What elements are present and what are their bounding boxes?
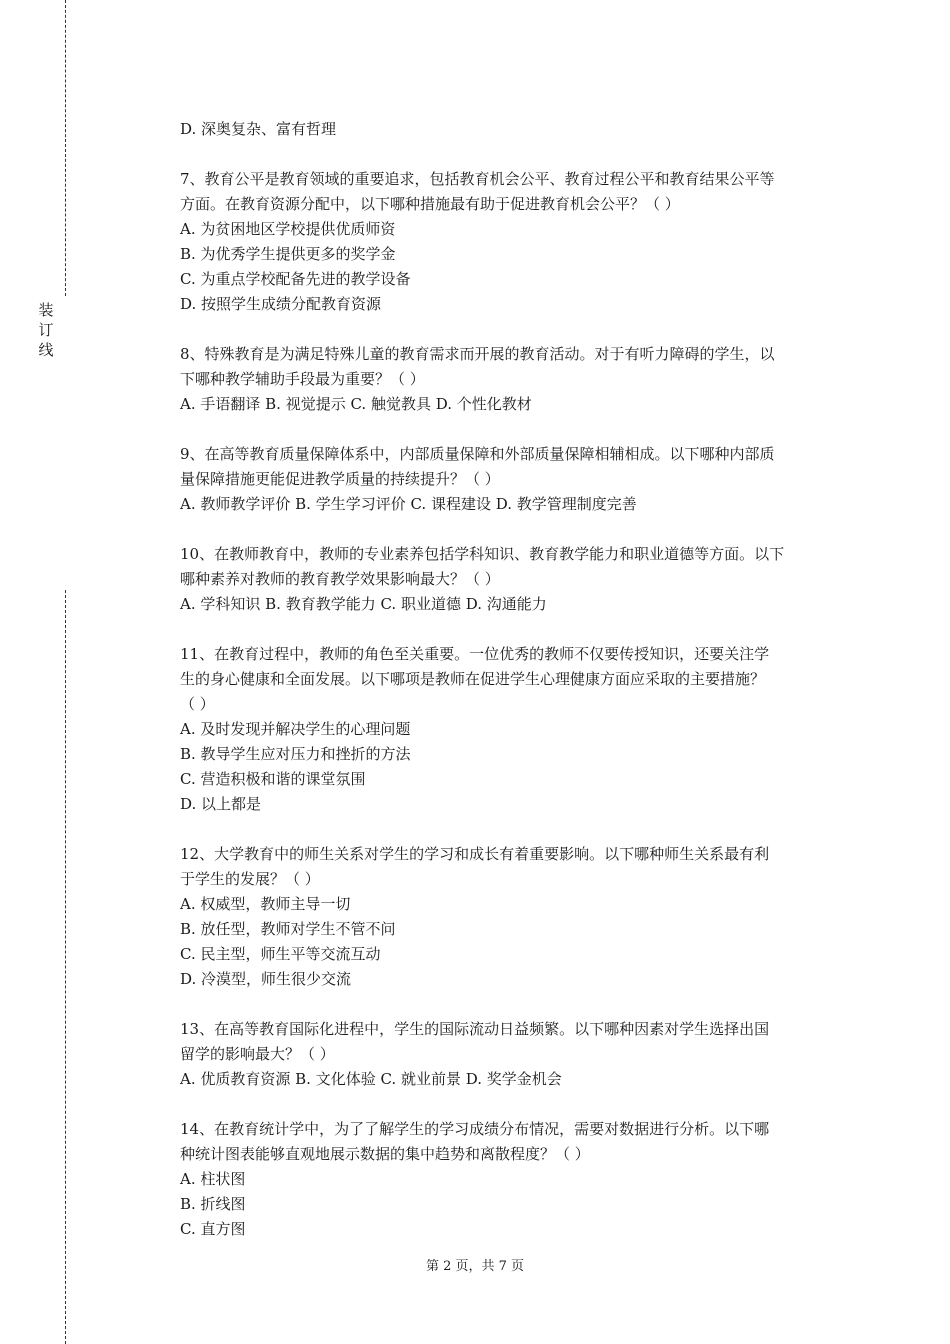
option-line: B. 为优秀学生提供更多的奖学金 — [180, 245, 396, 263]
option-line: D. 按照学生成绩分配教育资源 — [180, 295, 382, 313]
question-stem-line: 哪种素养对教师的教育教学效果影响最大？（ ） — [180, 570, 500, 588]
question-stem-line: 11、在教育过程中，教师的角色至关重要。一位优秀的教师不仅要传授知识，还要关注学 — [180, 645, 770, 663]
question-9 — [180, 442, 840, 517]
question-stem-line: 7、教育公平是教育领域的重要追求，包括教育机会公平、教育过程公平和教育结果公平等 — [180, 170, 775, 188]
question-stem-line: 14、在教育统计学中，为了了解学生的学习成绩分布情况，需要对数据进行分析。以下哪 — [180, 1120, 770, 1138]
option-line: C. 民主型，师生平等交流互动 — [180, 945, 381, 963]
question-11 — [180, 642, 840, 817]
question-stem-line: 方面。在教育资源分配中，以下哪种措施最有助于促进教育机会公平？（ ） — [180, 195, 680, 213]
question-stem-line: 8、特殊教育是为满足特殊儿童的教育需求而开展的教育活动。对于有听力障碍的学生，以 — [180, 345, 775, 363]
question-stem-line: 下哪种教学辅助手段最为重要？（ ） — [180, 370, 425, 388]
question-stem-line: 留学的影响最大？（ ） — [180, 1045, 335, 1063]
question-stem-line: 13、在高等教育国际化进程中，学生的国际流动日益频繁。以下哪种因素对学生选择出国 — [180, 1020, 770, 1038]
question-7 — [180, 167, 840, 317]
question-stem-line: 量保障措施更能促进教学质量的持续提升？（ ） — [180, 470, 500, 488]
question-stem-line: 10、在教师教育中，教师的专业素养包括学科知识、教育教学能力和职业道德等方面。以下 — [180, 545, 785, 563]
binding-label-char: 线 — [38, 341, 54, 359]
option-line: A. 为贫困地区学校提供优质师资 — [180, 220, 396, 238]
option-line: B. 放任型，教师对学生不管不问 — [180, 920, 396, 938]
question-12 — [180, 842, 840, 992]
option-line: D. 深奥复杂、富有哲理 — [180, 120, 337, 138]
question-stem-line: 种统计图表能够直观地展示数据的集中趋势和离散程度？（ ） — [180, 1145, 590, 1163]
option-line: C. 直方图 — [180, 1220, 246, 1238]
option-line: A. 教师教学评价 B. 学生学习评价 C. 课程建设 D. 教学管理制度完善 — [180, 495, 637, 513]
question-13 — [180, 1017, 840, 1092]
option-line: D. 冷漠型，师生很少交流 — [180, 970, 352, 988]
binding-label-char: 订 — [38, 321, 54, 339]
option-line: A. 手语翻译 B. 视觉提示 C. 触觉教具 D. 个性化教材 — [180, 395, 532, 413]
question-8 — [180, 342, 840, 417]
option-line: D. 以上都是 — [180, 795, 262, 813]
question-stem-line: 生的身心健康和全面发展。以下哪项是教师在促进学生心理健康方面应采取的主要措施？ — [180, 670, 766, 688]
option-line: C. 营造积极和谐的课堂氛围 — [180, 770, 366, 788]
question-stem-line: 9、在高等教育质量保障体系中，内部质量保障和外部质量保障相辅相成。以下哪种内部质 — [180, 445, 775, 463]
option-line: A. 及时发现并解决学生的心理问题 — [180, 720, 411, 738]
option-line: A. 优质教育资源 B. 文化体验 C. 就业前景 D. 奖学金机会 — [180, 1070, 562, 1088]
question-6-tail — [180, 117, 840, 142]
question-14 — [180, 1117, 840, 1242]
option-line: B. 教导学生应对压力和挫折的方法 — [180, 745, 411, 763]
binding-label-char: 装 — [38, 301, 54, 319]
option-line: A. 学科知识 B. 教育教学能力 C. 职业道德 D. 沟通能力 — [180, 595, 547, 613]
question-content — [180, 117, 840, 1242]
question-10 — [180, 542, 840, 617]
question-stem-line: 12、大学教育中的师生关系对学生的学习和成长有着重要影响。以下哪种师生关系最有利 — [180, 845, 770, 863]
binding-line-top — [65, 0, 66, 296]
question-stem-line: （ ） — [180, 695, 215, 713]
option-line: B. 折线图 — [180, 1195, 246, 1213]
option-line: C. 为重点学校配备先进的教学设备 — [180, 270, 411, 288]
binding-label — [36, 300, 56, 360]
question-stem-line: 于学生的发展？（ ） — [180, 870, 320, 888]
page-footer: 第 2 页，共 7 页 — [425, 1259, 525, 1274]
option-line: A. 权威型，教师主导一切 — [180, 895, 351, 913]
option-line: A. 柱状图 — [180, 1170, 246, 1188]
binding-line-bottom — [65, 590, 66, 1344]
